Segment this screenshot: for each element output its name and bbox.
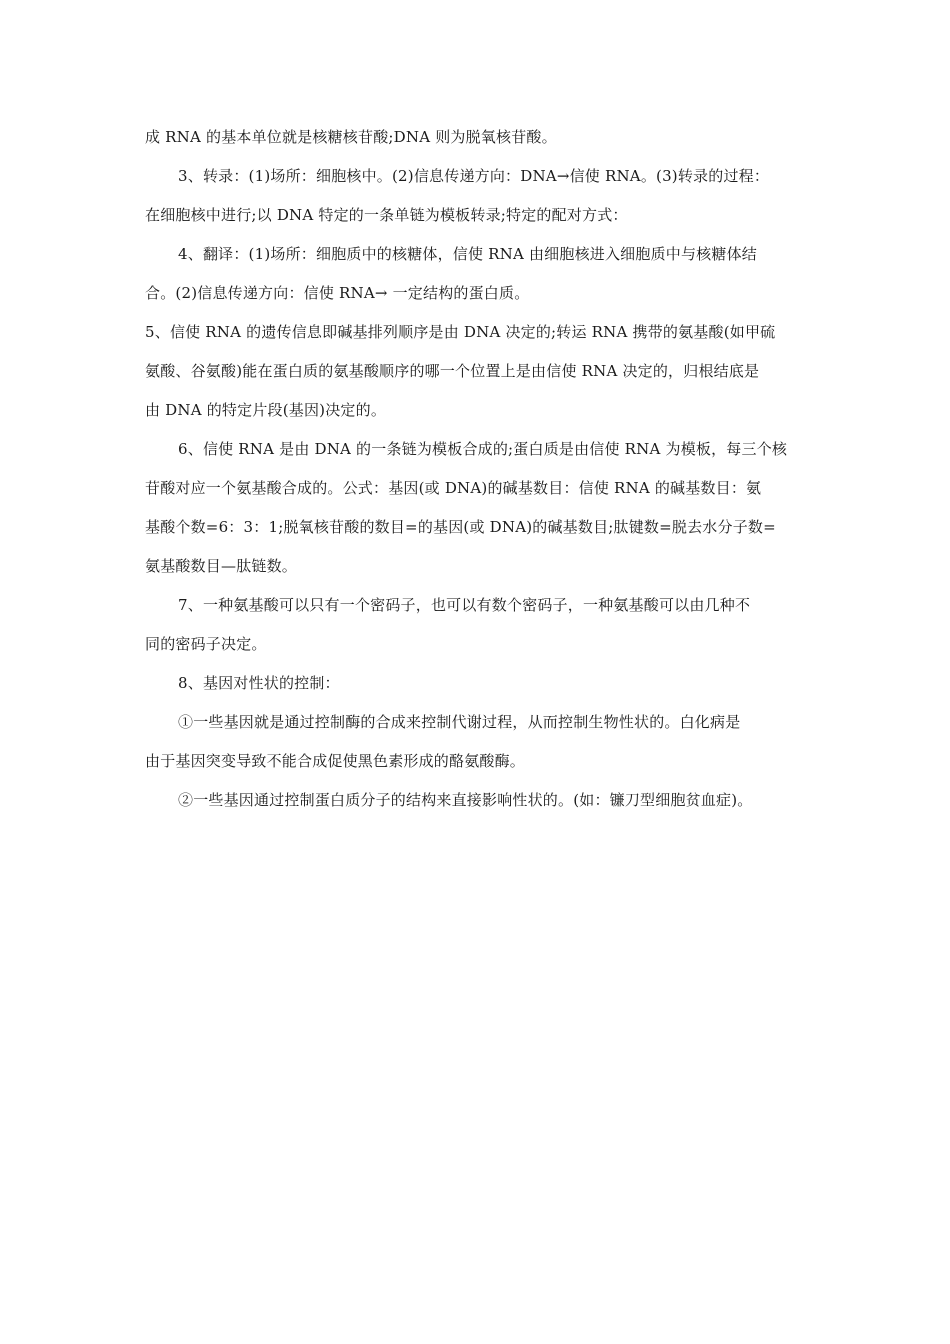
text-line: 苷酸对应一个氨基酸合成的。公式：基因(或 DNA)的碱基数目：信使 RNA 的碱基数目：氨	[145, 479, 762, 497]
text-line: 氨酸、谷氨酸)能在蛋白质的氨基酸顺序的哪一个位置上是由信使 RNA 决定的，归根结底是	[145, 362, 760, 380]
text-line: 6、信使 RNA 是由 DNA 的一条链为模板合成的;蛋白质是由信使 RNA 为模板，每三个核	[178, 440, 788, 458]
text-line: 成 RNA 的基本单位就是核糖核苷酸;DNA 则为脱氧核苷酸。	[145, 128, 557, 146]
text-line: 5、信使 RNA 的遗传信息即碱基排列顺序是由 DNA 决定的;转运 RNA 携带的氨基酸(如甲硫	[145, 323, 776, 341]
text-line: 8、基因对性状的控制：	[178, 674, 340, 692]
text-line: ②一些基因通过控制蛋白质分子的结构来直接影响性状的。(如：镰刀型细胞贫血症)。	[178, 791, 753, 809]
text-line: 同的密码子决定。	[145, 635, 267, 653]
text-line: 3、转录：(1)场所：细胞核中。(2)信息传递方向：DNA→信使 RNA。(3)转录的过程：	[178, 167, 770, 185]
text-line: 合。(2)信息传递方向：信使 RNA→ 一定结构的蛋白质。	[145, 284, 530, 302]
text-line: 由 DNA 的特定片段(基因)决定的。	[145, 401, 387, 419]
text-line: 4、翻译：(1)场所：细胞质中的核糖体，信使 RNA 由细胞核进入细胞质中与核糖体结	[178, 245, 757, 263]
text-line: 由于基因突变导致不能合成促使黑色素形成的酪氨酸酶。	[145, 752, 526, 770]
text-line: 7、一种氨基酸可以只有一个密码子，也可以有数个密码子，一种氨基酸可以由几种不	[178, 596, 751, 614]
document-body	[145, 118, 810, 820]
text-line: 氨基酸数目—肽链数。	[145, 557, 298, 575]
text-line: 在细胞核中进行;以 DNA 特定的一条单链为模板转录;特定的配对方式：	[145, 206, 628, 224]
text-line: 基酸个数=6：3：1;脱氧核苷酸的数目=的基因(或 DNA)的碱基数目;肽键数=脱去水分子数=	[145, 518, 776, 536]
text-line: ①一些基因就是通过控制酶的合成来控制代谢过程，从而控制生物性状的。白化病是	[178, 713, 741, 731]
